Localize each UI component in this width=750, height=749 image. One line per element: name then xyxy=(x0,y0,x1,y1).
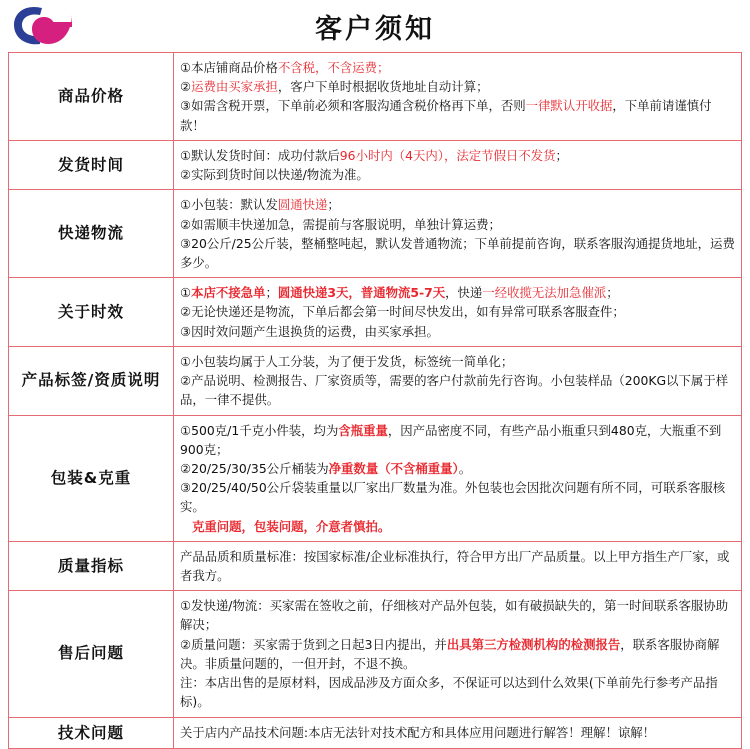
notice-text-segment: ③如需含税开票，下单前必须和客服沟通含税价格再下单，否则 xyxy=(180,98,526,114)
table-row xyxy=(9,278,742,347)
notice-text-segment: ①500克/1千克小件装，均为 xyxy=(180,422,339,438)
notice-line xyxy=(180,352,735,371)
notice-line xyxy=(180,723,735,742)
notice-content-cell xyxy=(174,346,742,415)
notice-content-cell xyxy=(174,278,742,347)
notice-line xyxy=(180,215,735,234)
notice-text-segment: ； xyxy=(327,197,340,213)
notice-category-label: 售后问题 xyxy=(9,591,174,717)
notice-text-segment: 一律默认开收据 xyxy=(525,98,613,114)
notice-text-segment: ① xyxy=(180,285,192,301)
notice-table xyxy=(8,52,742,749)
notice-text-segment: ； xyxy=(606,285,619,301)
notice-line xyxy=(180,146,735,165)
notice-line xyxy=(180,517,735,536)
notice-category-label: 发货时间 xyxy=(9,140,174,189)
notice-line xyxy=(180,459,735,478)
notice-text-segment: ②产品说明、检测报告、厂家资质等，需要的客户付款前先行咨询。小包装样品（200KG以下属于样品，一律不提供。 xyxy=(180,373,729,408)
notice-line xyxy=(180,322,735,341)
notice-line xyxy=(180,58,735,77)
notice-text-segment: ②20/25/30/35公斤桶装为 xyxy=(180,460,329,476)
notice-text-segment: 本店不接急单 xyxy=(191,285,266,301)
notice-line xyxy=(180,96,735,134)
notice-text-segment: ①小包装均属于人工分装，为了便于发货，标签统一简单化； xyxy=(180,353,514,369)
notice-text-segment: ，下单前请谨慎付款！ xyxy=(180,98,712,133)
notice-text-segment: ②质量问题：买家需于货到之日起3日内提出，并 xyxy=(180,636,447,652)
notice-text-segment: ①发快递/物流：买家需在签收之前，仔细核对产品外包装，如有破损缺失的，第一时间联系客服协助解决； xyxy=(180,598,729,633)
notice-text-segment: ，因产品密度不同，有些产品小瓶重只到480克，大瓶重不到900克； xyxy=(180,422,722,457)
notice-line xyxy=(180,283,735,302)
notice-text-segment: ①默认发货时间：成功付款后 xyxy=(180,147,340,163)
notice-text-segment: 出具第三方检测机构的检测报告 xyxy=(446,636,621,652)
notice-text-segment: 关于店内产品技术问题:本店无法针对技术配方和具体应用问题进行解答！理解！谅解！ xyxy=(180,725,656,741)
notice-line xyxy=(180,547,735,585)
notice-text-segment: ①本店铺商品价格 xyxy=(180,60,278,75)
notice-text-segment: ③20公斤/25公斤装，整桶整吨起，默认发普通物流；下单前提前咨询，联系客服沟通提货地址，运费多少。 xyxy=(180,235,735,270)
table-row xyxy=(9,190,742,278)
notice-category-label: 商品价格 xyxy=(9,53,174,141)
notice-line xyxy=(180,478,735,516)
notice-text-segment: 运费由买家承担 xyxy=(191,79,278,95)
notice-text-segment: ，联系客服协商解决。非质量问题的，一但开封，不退不换。 xyxy=(180,636,720,671)
notice-text-segment: ①小包装：默认发 xyxy=(180,197,278,213)
notice-line xyxy=(180,302,735,321)
notice-content-cell xyxy=(174,140,742,189)
notice-text-segment: 注：本店出售的是原材料，因成品涉及方面众多，不保证可以达到什么效果(下单前先行参考产品指标)。 xyxy=(180,675,718,710)
notice-content-cell xyxy=(174,591,742,717)
notice-line xyxy=(180,165,735,184)
notice-content-cell xyxy=(174,717,742,749)
table-row xyxy=(9,140,742,189)
notice-text-segment: 不含税，不含运费； xyxy=(277,60,390,75)
notice-content-cell xyxy=(174,53,742,141)
notice-text-segment: 产品品质和质量标准：按国家标准/企业标准执行，符合甲方出厂产品质量。以上甲方指生产厂家，或者我方。 xyxy=(180,548,730,584)
table-row xyxy=(9,346,742,415)
notice-text-segment: 含瓶重量 xyxy=(338,422,388,438)
notice-line xyxy=(180,77,735,96)
notice-content-cell xyxy=(174,541,742,590)
table-row xyxy=(9,541,742,590)
page-header xyxy=(0,0,750,52)
notice-text-segment: ②无论快递还是物流，下单后都会第一时间尽快发出，如有异常可联系客服查件； xyxy=(180,304,625,320)
table-row xyxy=(9,591,742,717)
notice-line xyxy=(180,673,735,711)
notice-category-label: 包装&克重 xyxy=(9,415,174,541)
notice-text-segment: ③因时效问题产生退换货的运费，由买家承担。 xyxy=(180,323,439,339)
notice-line xyxy=(180,596,735,634)
notice-text-segment: 96小时内（4天内），法定节假日不发货 xyxy=(339,147,556,163)
notice-category-label: 技术问题 xyxy=(9,717,174,749)
notice-category-label: 产品标签/资质说明 xyxy=(9,346,174,415)
notice-text-segment: ③20/25/40/50公斤袋装重量以厂家出厂数量为准。外包装也会因批次问题有所不同，可联系客服核实。 xyxy=(180,480,726,515)
notice-text-segment: ； xyxy=(265,285,278,301)
notice-text-segment: 净重数量（不含桶重量） xyxy=(328,460,459,476)
notice-content-cell xyxy=(174,190,742,278)
company-logo xyxy=(10,2,76,50)
notice-line xyxy=(180,195,735,214)
notice-text-segment: 一经收揽无法加急催派 xyxy=(482,285,607,301)
notice-text-segment: ②如需顺丰快递加急，需提前与客服说明，单独计算运费； xyxy=(180,216,501,232)
notice-text-segment: 圆通快递3天，普通物流5-7天 xyxy=(277,285,446,301)
notice-text-segment: ② xyxy=(180,79,192,95)
notice-category-label: 质量指标 xyxy=(9,541,174,590)
notice-text-segment: 克重问题，包装问题，介意者慎拍。 xyxy=(192,518,391,534)
notice-text-segment: 。 xyxy=(458,460,472,476)
notice-text-segment: ； xyxy=(555,147,568,163)
notice-text-segment: ②实际到货时间以快递/物流为准。 xyxy=(180,167,369,183)
notice-category-label: 快递物流 xyxy=(9,190,174,278)
table-row xyxy=(9,717,742,749)
notice-text-segment: 圆通快递 xyxy=(277,197,328,213)
notice-line xyxy=(180,421,735,459)
notice-content-cell xyxy=(174,415,742,541)
page-title: 客户须知 xyxy=(315,13,435,45)
notice-text-segment: ，客户下单时根据收货地址自动计算； xyxy=(277,79,489,95)
notice-table-body xyxy=(9,53,742,749)
notice-line xyxy=(180,371,735,409)
notice-line xyxy=(180,635,735,673)
notice-line xyxy=(180,234,735,272)
table-row xyxy=(9,415,742,541)
notice-category-label: 关于时效 xyxy=(9,278,174,347)
table-row xyxy=(9,53,742,141)
notice-text-segment: ，快递 xyxy=(445,285,483,301)
